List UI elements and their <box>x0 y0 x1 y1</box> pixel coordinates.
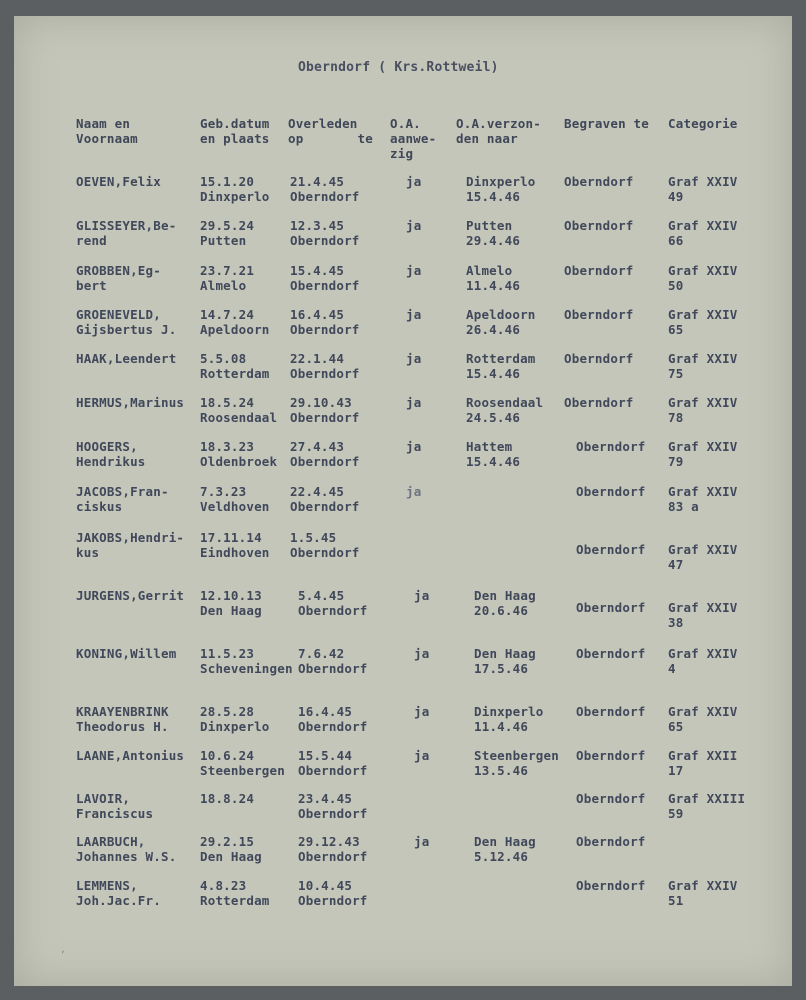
cell-begraven: Oberndorf <box>576 542 646 557</box>
cell-geb: 12.10.13 Den Haag <box>200 588 262 618</box>
cell-naam: LAARBUCH, Johannes W.S. <box>76 834 177 864</box>
cell-overleden: 22.1.44 Oberndorf <box>290 351 360 381</box>
header-begraven: Begraven te <box>564 116 649 131</box>
cell-overleden: 12.3.45 Oberndorf <box>290 218 360 248</box>
cell-geb: 15.1.20 Dinxperlo <box>200 174 270 204</box>
header-naam: Naam en Voornaam <box>76 116 138 146</box>
cell-geb: 18.3.23 Oldenbroek <box>200 439 278 469</box>
cell-oa-aanwezig: ja <box>414 588 430 603</box>
paper-speck: ‚ <box>60 944 67 955</box>
cell-naam: GLISSEYER,Be- rend <box>76 218 177 248</box>
cell-naam: GROBBEN,Eg- bert <box>76 263 161 293</box>
cell-begraven: Oberndorf <box>564 351 634 366</box>
cell-naam: LAVOIR, Franciscus <box>76 791 154 821</box>
cell-categorie: Graf XXIV 79 <box>668 439 738 469</box>
cell-begraven: Oberndorf <box>564 395 634 410</box>
cell-geb: 29.5.24 Putten <box>200 218 255 248</box>
cell-oa-aanwezig: ja <box>406 439 422 454</box>
cell-oa-aanwezig: ja <box>414 748 430 763</box>
cell-verzonden: Roosendaal 24.5.46 <box>466 395 544 425</box>
cell-geb: 14.7.24 Apeldoorn <box>200 307 270 337</box>
cell-begraven: Oberndorf <box>576 748 646 763</box>
cell-oa-aanwezig: ja <box>406 307 422 322</box>
cell-verzonden: Rotterdam 15.4.46 <box>466 351 536 381</box>
cell-categorie: Graf XXIV 66 <box>668 218 738 248</box>
cell-categorie: Graf XXII 17 <box>668 748 738 778</box>
cell-categorie: Graf XXIV 47 <box>668 542 738 572</box>
cell-overleden: 5.4.45 Oberndorf <box>298 588 368 618</box>
cell-overleden: 22.4.45 Oberndorf <box>290 484 360 514</box>
cell-oa-aanwezig: ja <box>406 218 422 233</box>
cell-overleden: 10.4.45 Oberndorf <box>298 878 368 908</box>
cell-begraven: Oberndorf <box>576 704 646 719</box>
cell-categorie: Graf XXIII 59 <box>668 791 746 821</box>
cell-begraven: Oberndorf <box>576 439 646 454</box>
cell-verzonden: Den Haag 5.12.46 <box>474 834 536 864</box>
cell-categorie: Graf XXIV 4 <box>668 646 738 676</box>
cell-begraven: Oberndorf <box>576 600 646 615</box>
cell-overleden: 15.4.45 Oberndorf <box>290 263 360 293</box>
header-geb: Geb.datum en plaats <box>200 116 270 146</box>
cell-categorie: Graf XXIV 65 <box>668 704 738 734</box>
header-oa-aanwezig: O.A. aanwe- zig <box>390 116 437 161</box>
document-title: Oberndorf ( Krs.Rottweil) <box>298 60 499 75</box>
cell-begraven: Oberndorf <box>576 834 646 849</box>
cell-verzonden: Almelo 11.4.46 <box>466 263 521 293</box>
cell-naam: OEVEN,Felix <box>76 174 161 189</box>
cell-overleden: 16.4.45 Oberndorf <box>298 704 368 734</box>
cell-oa-aanwezig: ja <box>406 351 422 366</box>
cell-begraven: Oberndorf <box>576 646 646 661</box>
cell-overleden: 21.4.45 Oberndorf <box>290 174 360 204</box>
cell-oa-aanwezig: ja <box>414 834 430 849</box>
cell-categorie: Graf XXIV 49 <box>668 174 738 204</box>
cell-begraven: Oberndorf <box>564 174 634 189</box>
cell-categorie: Graf XXIV 50 <box>668 263 738 293</box>
cell-oa-aanwezig: ja <box>406 174 422 189</box>
cell-geb: 28.5.28 Dinxperlo <box>200 704 270 734</box>
cell-overleden: 23.4.45 Oberndorf <box>298 791 368 821</box>
cell-verzonden: Den Haag 17.5.46 <box>474 646 536 676</box>
cell-geb: 23.7.21 Almelo <box>200 263 255 293</box>
document-page <box>14 16 792 986</box>
cell-geb: 29.2.15 Den Haag <box>200 834 262 864</box>
cell-oa-aanwezig: ja <box>406 484 422 499</box>
cell-naam: KONING,Willem <box>76 646 177 661</box>
cell-overleden: 27.4.43 Oberndorf <box>290 439 360 469</box>
cell-naam: GROENEVELD, Gijsbertus J. <box>76 307 177 337</box>
cell-overleden: 29.10.43 Oberndorf <box>290 395 360 425</box>
cell-geb: 18.8.24 <box>200 791 255 806</box>
cell-verzonden: Apeldoorn 26.4.46 <box>466 307 536 337</box>
cell-geb: 11.5.23 Scheveningen <box>200 646 293 676</box>
cell-geb: 7.3.23 Veldhoven <box>200 484 270 514</box>
cell-naam: JAKOBS,Hendri- kus <box>76 530 185 560</box>
cell-verzonden: Den Haag 20.6.46 <box>474 588 536 618</box>
cell-verzonden: Dinxperlo 15.4.46 <box>466 174 536 204</box>
cell-naam: JURGENS,Gerrit <box>76 588 185 603</box>
cell-verzonden: Steenbergen 13.5.46 <box>474 748 559 778</box>
cell-oa-aanwezig: ja <box>406 263 422 278</box>
cell-oa-aanwezig: ja <box>406 395 422 410</box>
cell-begraven: Oberndorf <box>576 878 646 893</box>
header-categorie: Categorie <box>668 116 738 131</box>
cell-overleden: 15.5.44 Oberndorf <box>298 748 368 778</box>
cell-categorie: Graf XXIV 38 <box>668 600 738 630</box>
cell-verzonden: Hattem 15.4.46 <box>466 439 521 469</box>
cell-overleden: 29.12.43 Oberndorf <box>298 834 368 864</box>
cell-categorie: Graf XXIV 75 <box>668 351 738 381</box>
cell-naam: HERMUS,Marinus <box>76 395 185 410</box>
cell-geb: 4.8.23 Rotterdam <box>200 878 270 908</box>
cell-naam: LAANE,Antonius <box>76 748 185 763</box>
cell-verzonden: Dinxperlo 11.4.46 <box>474 704 544 734</box>
cell-geb: 10.6.24 Steenbergen <box>200 748 285 778</box>
cell-oa-aanwezig: ja <box>414 704 430 719</box>
cell-naam: KRAAYENBRINK Theodorus H. <box>76 704 169 734</box>
cell-overleden: 7.6.42 Oberndorf <box>298 646 368 676</box>
header-overleden: Overleden op te <box>288 116 373 146</box>
cell-naam: HOOGERS, Hendrikus <box>76 439 146 469</box>
cell-overleden: 16.4.45 Oberndorf <box>290 307 360 337</box>
cell-geb: 18.5.24 Roosendaal <box>200 395 278 425</box>
cell-categorie: Graf XXIV 65 <box>668 307 738 337</box>
cell-begraven: Oberndorf <box>564 263 634 278</box>
cell-begraven: Oberndorf <box>564 218 634 233</box>
cell-naam: LEMMENS, Joh.Jac.Fr. <box>76 878 161 908</box>
cell-begraven: Oberndorf <box>564 307 634 322</box>
cell-overleden: 1.5.45 Oberndorf <box>290 530 360 560</box>
cell-verzonden: Putten 29.4.46 <box>466 218 521 248</box>
cell-categorie: Graf XXIV 83 a <box>668 484 738 514</box>
cell-begraven: Oberndorf <box>576 791 646 806</box>
cell-naam: HAAK,Leendert <box>76 351 177 366</box>
cell-categorie: Graf XXIV 78 <box>668 395 738 425</box>
header-oa-verzonden: O.A.verzon- den naar <box>456 116 541 146</box>
cell-categorie: Graf XXIV 51 <box>668 878 738 908</box>
cell-begraven: Oberndorf <box>576 484 646 499</box>
cell-geb: 17.11.14 Eindhoven <box>200 530 270 560</box>
cell-geb: 5.5.08 Rotterdam <box>200 351 270 381</box>
cell-naam: JACOBS,Fran- ciskus <box>76 484 169 514</box>
cell-oa-aanwezig: ja <box>414 646 430 661</box>
